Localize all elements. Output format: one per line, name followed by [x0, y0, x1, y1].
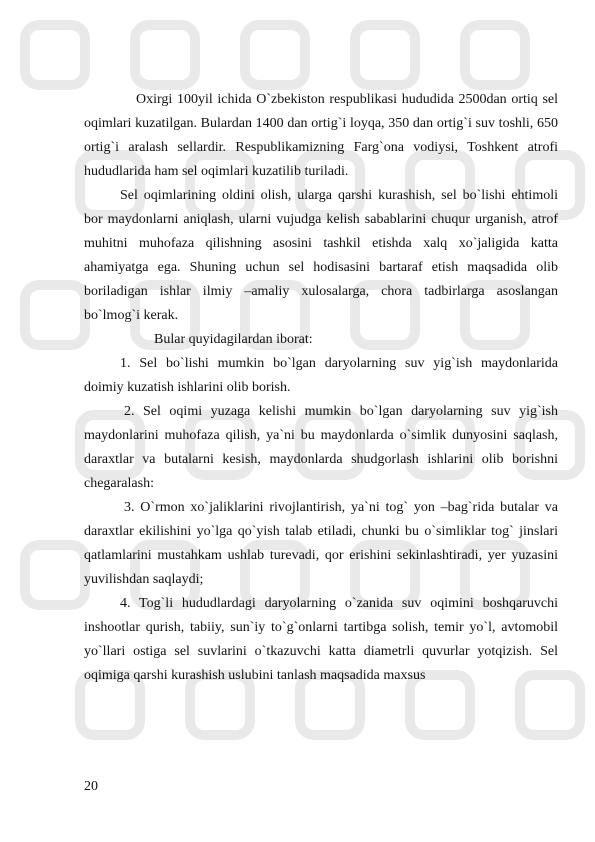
paragraph-list-intro: Bular quyidagilardan iborat: [154, 332, 313, 347]
paragraph-sel-statistics: Oxirgi 100yil ichida O`zbekiston respublikasi hududida 2500dan ortiq sel oqimlari kuzatilgan. Bulardan 1400 dan ortig`i loyqa, 350 dan ortig`i suv toshli, 650 ortig`i aralash sellardir. Respublikamizning Farg`ona vodiysi, Toshkent atrofi hududlarida ham sel oqimlari kuzatilib turiladi. [84, 92, 558, 179]
list-item-2: 2. Sel oqimi yuzaga kelishi mumkin bo`lgan daryolarning suv yig`ish maydonlarini muhofaza qilish, ya`ni bu maydonlarda o`simlik dunyosini saqlash, daraxtlar va butalarni kesish, maydonlarda shudgorlash ishlarini olib borishni chegaralash: [84, 404, 558, 491]
list-item-4: 4. Tog`li hududlardagi daryolarning o`zanida suv oqimini boshqaruvchi inshootlar qurish, tabiiy, sun`iy to`g`onlarni tartibga solish, temir yo`l, avtomobil yo`llari ostiga sel suvlarini o`tkazuvchi katta diametrli quvurlar yotqizish. Sel oqimiga qarshi kurashish uslubini tanlash maqsadida maxsus [84, 596, 558, 683]
watermark-logo-row-1 [25, 25, 525, 85]
page-body [84, 88, 558, 688]
list-item-1: 1. Sel bo`lishi mumkin bo`lgan daryolarning suv yig`ish maydonlarida doimiy kuzatish ishlarini olib borish. [84, 356, 558, 395]
paragraph-prevention-importance: Sel oqimlarining oldini olish, ularga qarshi kurashish, sel bo`lishi ehtimoli bor maydonlarni aniqlash, ularni vujudga kelish sabablarini chuqur urganish, atrof muhitni muhofaza qilishning asosini tashkil etishda xalq xo`jaligida katta ahamiyatga ega. Shuning uchun sel hodisasini bartaraf etish maqsadida olib boriladigan ishlar ilmiy –amaliy xulosalarga, chora tadbirlarga asoslangan bo`lmog`i kerak. [84, 188, 558, 323]
page-number: 20 [84, 779, 98, 794]
list-item-3: 3. O`rmon xo`jaliklarini rivojlantirish, ya`ni tog` yon –bag`rida butalar va daraxtlar ekilishini yo`lga qo`yish talab etiladi, chunki bu o`simliklar tog` jinslari qatlamlarini mustahkam ushlab turevadi, qor erishini sekinlashtiradi, yer yuzasini yuvilishdan saqlaydi; [84, 500, 558, 587]
